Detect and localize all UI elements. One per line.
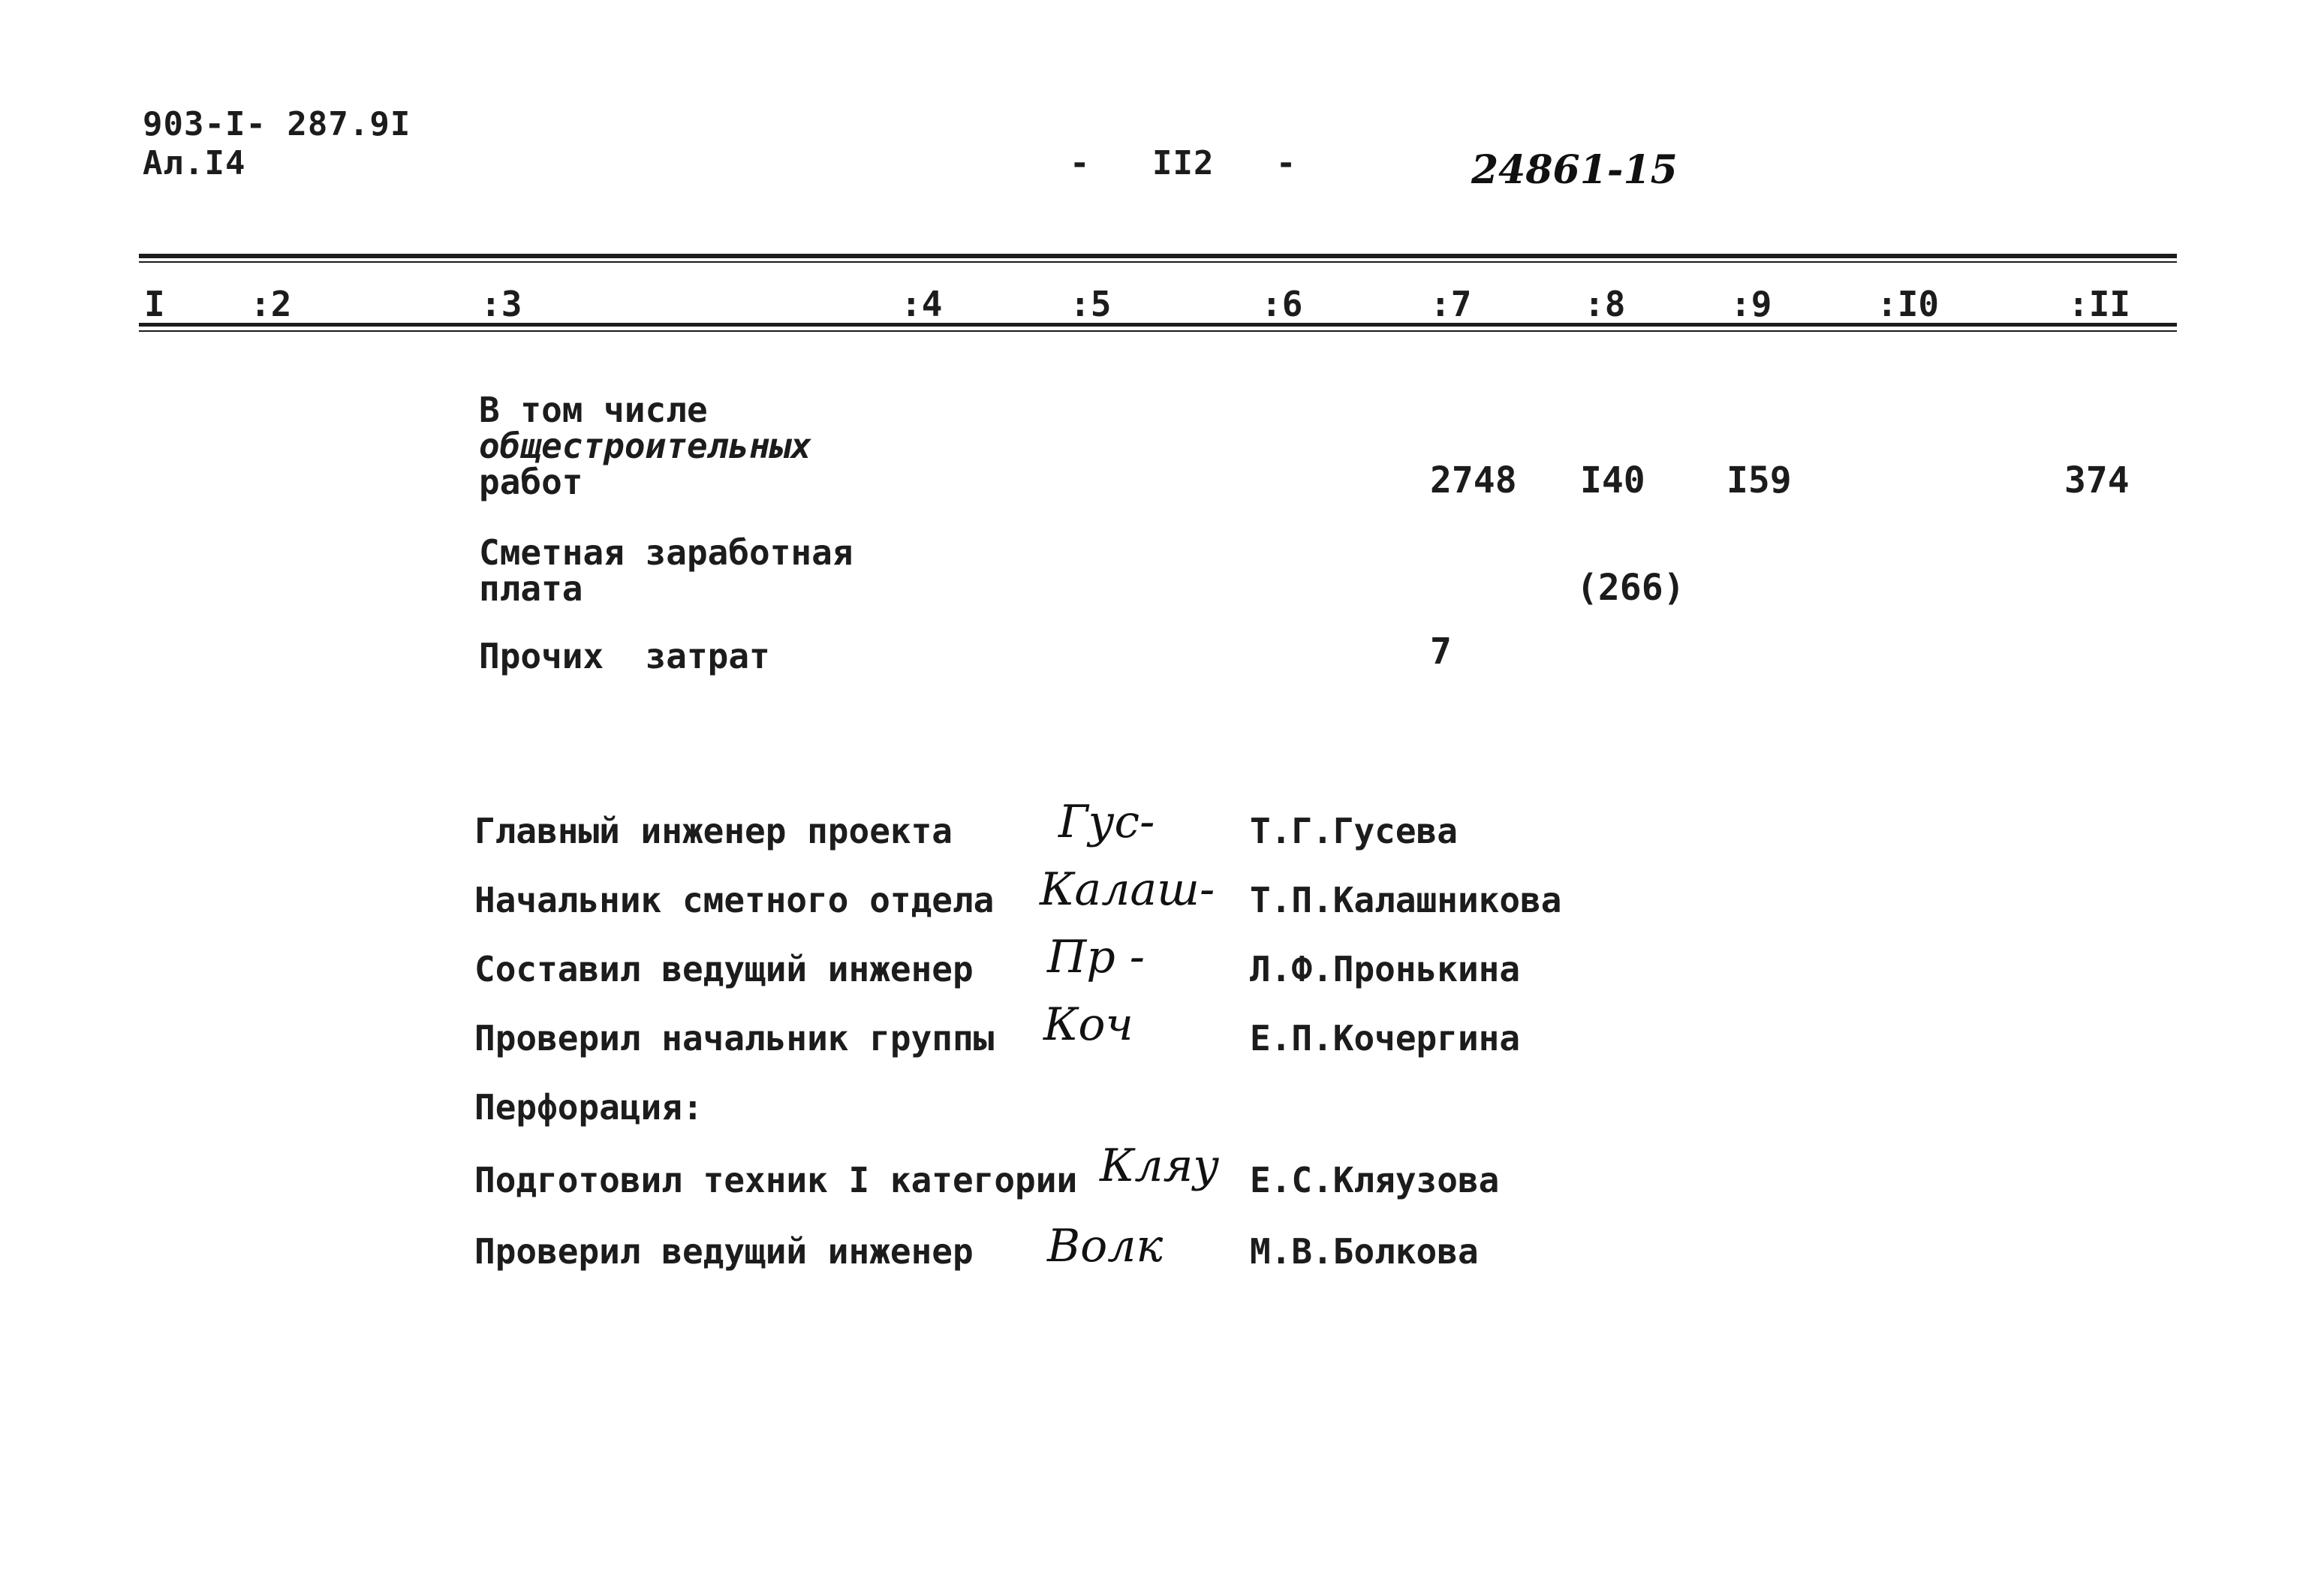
row-label: Прочих затрат bbox=[479, 636, 770, 676]
handwritten-signature: Коч bbox=[1043, 998, 1133, 1051]
row-label-line: В том числе bbox=[479, 390, 708, 430]
handwritten-signature: Калаш- bbox=[1040, 863, 1215, 916]
signatory-name: М.В.Болкова bbox=[1250, 1231, 1479, 1272]
column-number: :2 bbox=[250, 284, 292, 324]
column-number: :5 bbox=[1070, 284, 1112, 324]
column-number: :7 bbox=[1430, 284, 1472, 324]
signatory-name: Е.П.Кочергина bbox=[1250, 1018, 1521, 1058]
signatory-name: Т.Г.Гусева bbox=[1250, 811, 1458, 851]
handwritten-code: 24861-15 bbox=[1471, 147, 1678, 193]
perforation-title: Перфорация: bbox=[474, 1087, 703, 1128]
cell-col7: 2748 bbox=[1430, 459, 1517, 501]
handwritten-signature: Волк bbox=[1047, 1220, 1164, 1272]
cell-col8: I40 bbox=[1580, 459, 1645, 501]
cell-col8: (266) bbox=[1576, 567, 1685, 609]
column-number: :8 bbox=[1584, 284, 1626, 324]
row-label-line: работ bbox=[479, 462, 583, 502]
row-label-line: Сметная заработная bbox=[479, 532, 853, 573]
handwritten-signature: Пр - bbox=[1047, 931, 1145, 983]
table-header-bottom-rule-thin bbox=[139, 330, 2177, 332]
signatory-name: Л.Ф.Пронькина bbox=[1250, 949, 1521, 989]
cell-col7: 7 bbox=[1430, 631, 1452, 673]
signatory-role: Составил ведущий инженер bbox=[474, 949, 974, 989]
signatory-role: Проверил начальник группы bbox=[474, 1018, 995, 1058]
column-number: :3 bbox=[480, 284, 522, 324]
row-label-line: общестроительных bbox=[479, 426, 812, 466]
column-number: :6 bbox=[1261, 284, 1303, 324]
album-number: Ал.I4 bbox=[143, 144, 246, 182]
handwritten-signature: Кляу bbox=[1100, 1140, 1220, 1192]
column-number: I bbox=[144, 284, 165, 324]
handwritten-signature: Гус- bbox=[1058, 796, 1155, 848]
signatory-role: Главный инженер проекта bbox=[474, 811, 953, 851]
document-code: 903-I- 287.9I bbox=[143, 105, 411, 143]
signatory-name: Т.П.Калашникова bbox=[1250, 880, 1562, 920]
column-number: :9 bbox=[1730, 284, 1772, 324]
column-number: :4 bbox=[901, 284, 943, 324]
signatory-role: Проверил ведущий инженер bbox=[474, 1231, 974, 1272]
column-number: :I0 bbox=[1877, 284, 1940, 324]
page-number: - II2 - bbox=[1070, 144, 1297, 182]
signatory-role: Начальник сметного отдела bbox=[474, 880, 995, 920]
signatory-role: Подготовил техник I категории bbox=[474, 1160, 1078, 1200]
signatory-name: Е.С.Кляузова bbox=[1250, 1160, 1500, 1200]
cell-col9: I59 bbox=[1726, 459, 1792, 501]
column-number: :II bbox=[2068, 284, 2131, 324]
table-header-bottom-rule bbox=[139, 323, 2177, 327]
table-top-rule bbox=[139, 254, 2177, 258]
cell-col11: 374 bbox=[2064, 459, 2130, 501]
row-label-line: плата bbox=[479, 568, 583, 609]
table-top-rule-thin bbox=[139, 261, 2177, 263]
